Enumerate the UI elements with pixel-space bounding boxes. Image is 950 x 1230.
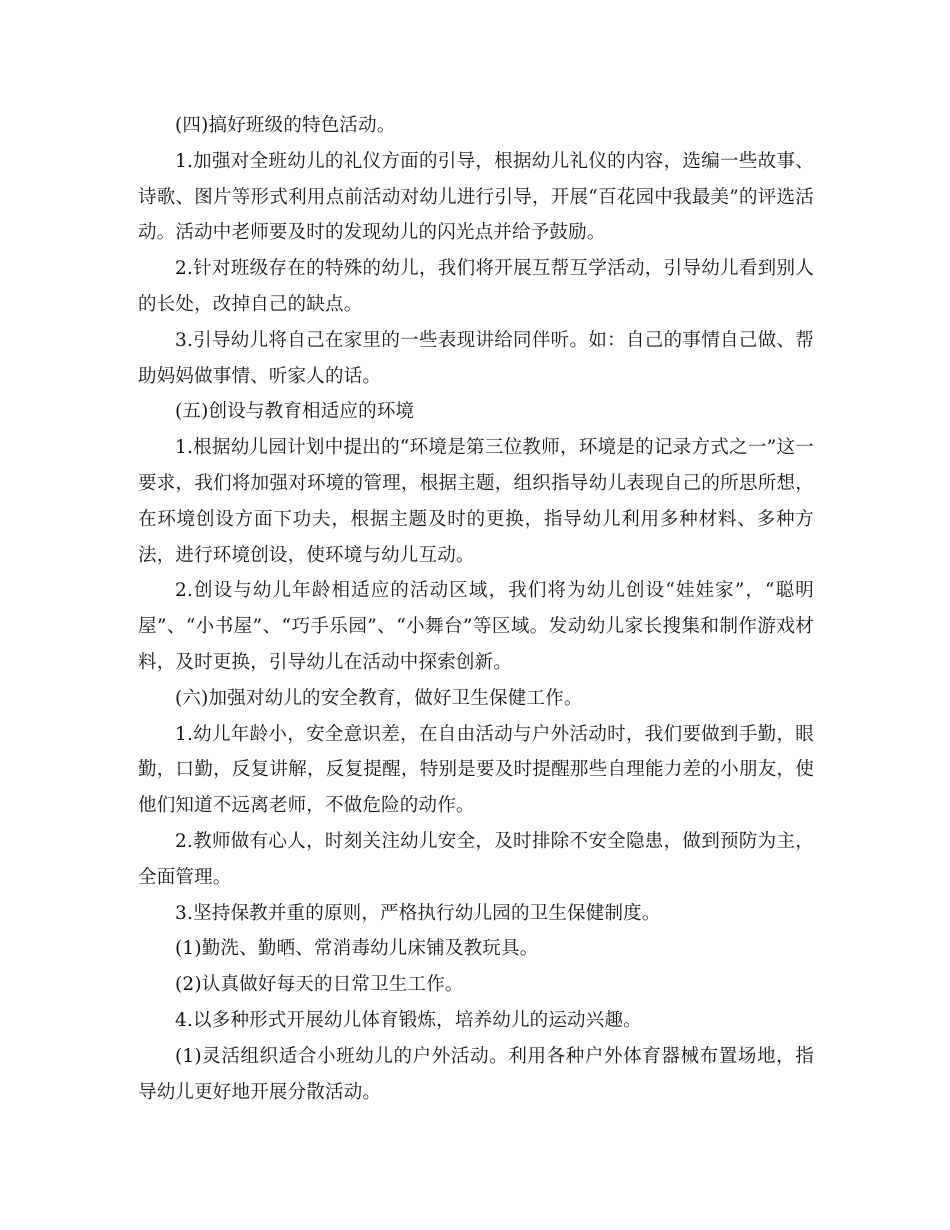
- paragraph-outdoor-activities: (1)灵活组织适合小班幼儿的户外活动。利用各种户外体育器械布置场地，指导幼儿更好地开展分散活动。: [138, 1045, 814, 1103]
- heading-safety-health: (六)加强对幼儿的安全教育，做好卫生保健工作。: [175, 687, 583, 709]
- heading-environment: (五)创设与教育相适应的环境: [175, 401, 415, 423]
- heading-special-activities: (四)搞好班级的特色活动。: [175, 115, 396, 136]
- document-body: [138, 108, 814, 1110]
- paragraph-mutual-help: 2.针对班级存在的特殊的幼儿，我们将开展互帮互学活动，引导幼儿看到别人的长处，改掉自己的缺点。: [138, 258, 814, 315]
- paragraph-daily-hygiene: (2)认真做好每天的日常卫生工作。: [175, 974, 464, 996]
- paragraph-safety-awareness: 1.幼儿年龄小，安全意识差，在自由活动与户外活动时，我们要做到手勤，眼勤，口勤，反复讲解，反复提醒，特别是要及时提醒那些自理能力差的小朋友，使他们知道不远离老师，不做危险的动作。: [138, 723, 814, 817]
- paragraph-health-system: 3.坚持保教并重的原则，严格执行幼儿园的卫生保健制度。: [175, 902, 661, 924]
- paragraph-disinfection: (1)勤洗、勤晒、常消毒幼儿床铺及教玩具。: [175, 938, 539, 960]
- paragraph-home-sharing: 3.引导幼儿将自己在家里的一些表现讲给同伴听。如：自己的事情自己做、帮助妈妈做事情、听家人的话。: [138, 329, 814, 387]
- paragraph-environment-management: 1.根据幼儿园计划中提出的“环境是第三位教师，环境是的记录方式之一”这一要求，我们将加强对环境的管理，根据主题，组织指导幼儿表现自己的所思所想，在环境创设方面下功夫，根据主题及时的更换，指导幼儿利用多种材料、多种方法，进行环境创设，使环境与幼儿互动。: [138, 437, 814, 566]
- paragraph-teacher-attention: 2.教师做有心人，时刻关注幼儿安全，及时排除不安全隐患，做到预防为主，全面管理。: [138, 830, 814, 888]
- paragraph-activity-areas: 2.创设与幼儿年龄相适应的活动区域，我们将为幼儿创设“娃娃家”，“聪明屋”、“小书屋”、“巧手乐园”、“小舞台”等区域。发动幼儿家长搜集和制作游戏材料，及时更换，引导幼儿在活动中探索创新。: [138, 580, 814, 673]
- paragraph-physical-exercise: 4.以多种形式开展幼儿体育锻炼，培养幼儿的运动兴趣。: [175, 1009, 642, 1031]
- paragraph-etiquette-guidance: 1.加强对全班幼儿的礼仪方面的引导，根据幼儿礼仪的内容，选编一些故事、诗歌、图片等形式利用点前活动对幼儿进行引导，开展“百花园中我最美”的评选活动。活动中老师要及时的发现幼儿的闪光点并给予鼓励。: [138, 150, 814, 244]
